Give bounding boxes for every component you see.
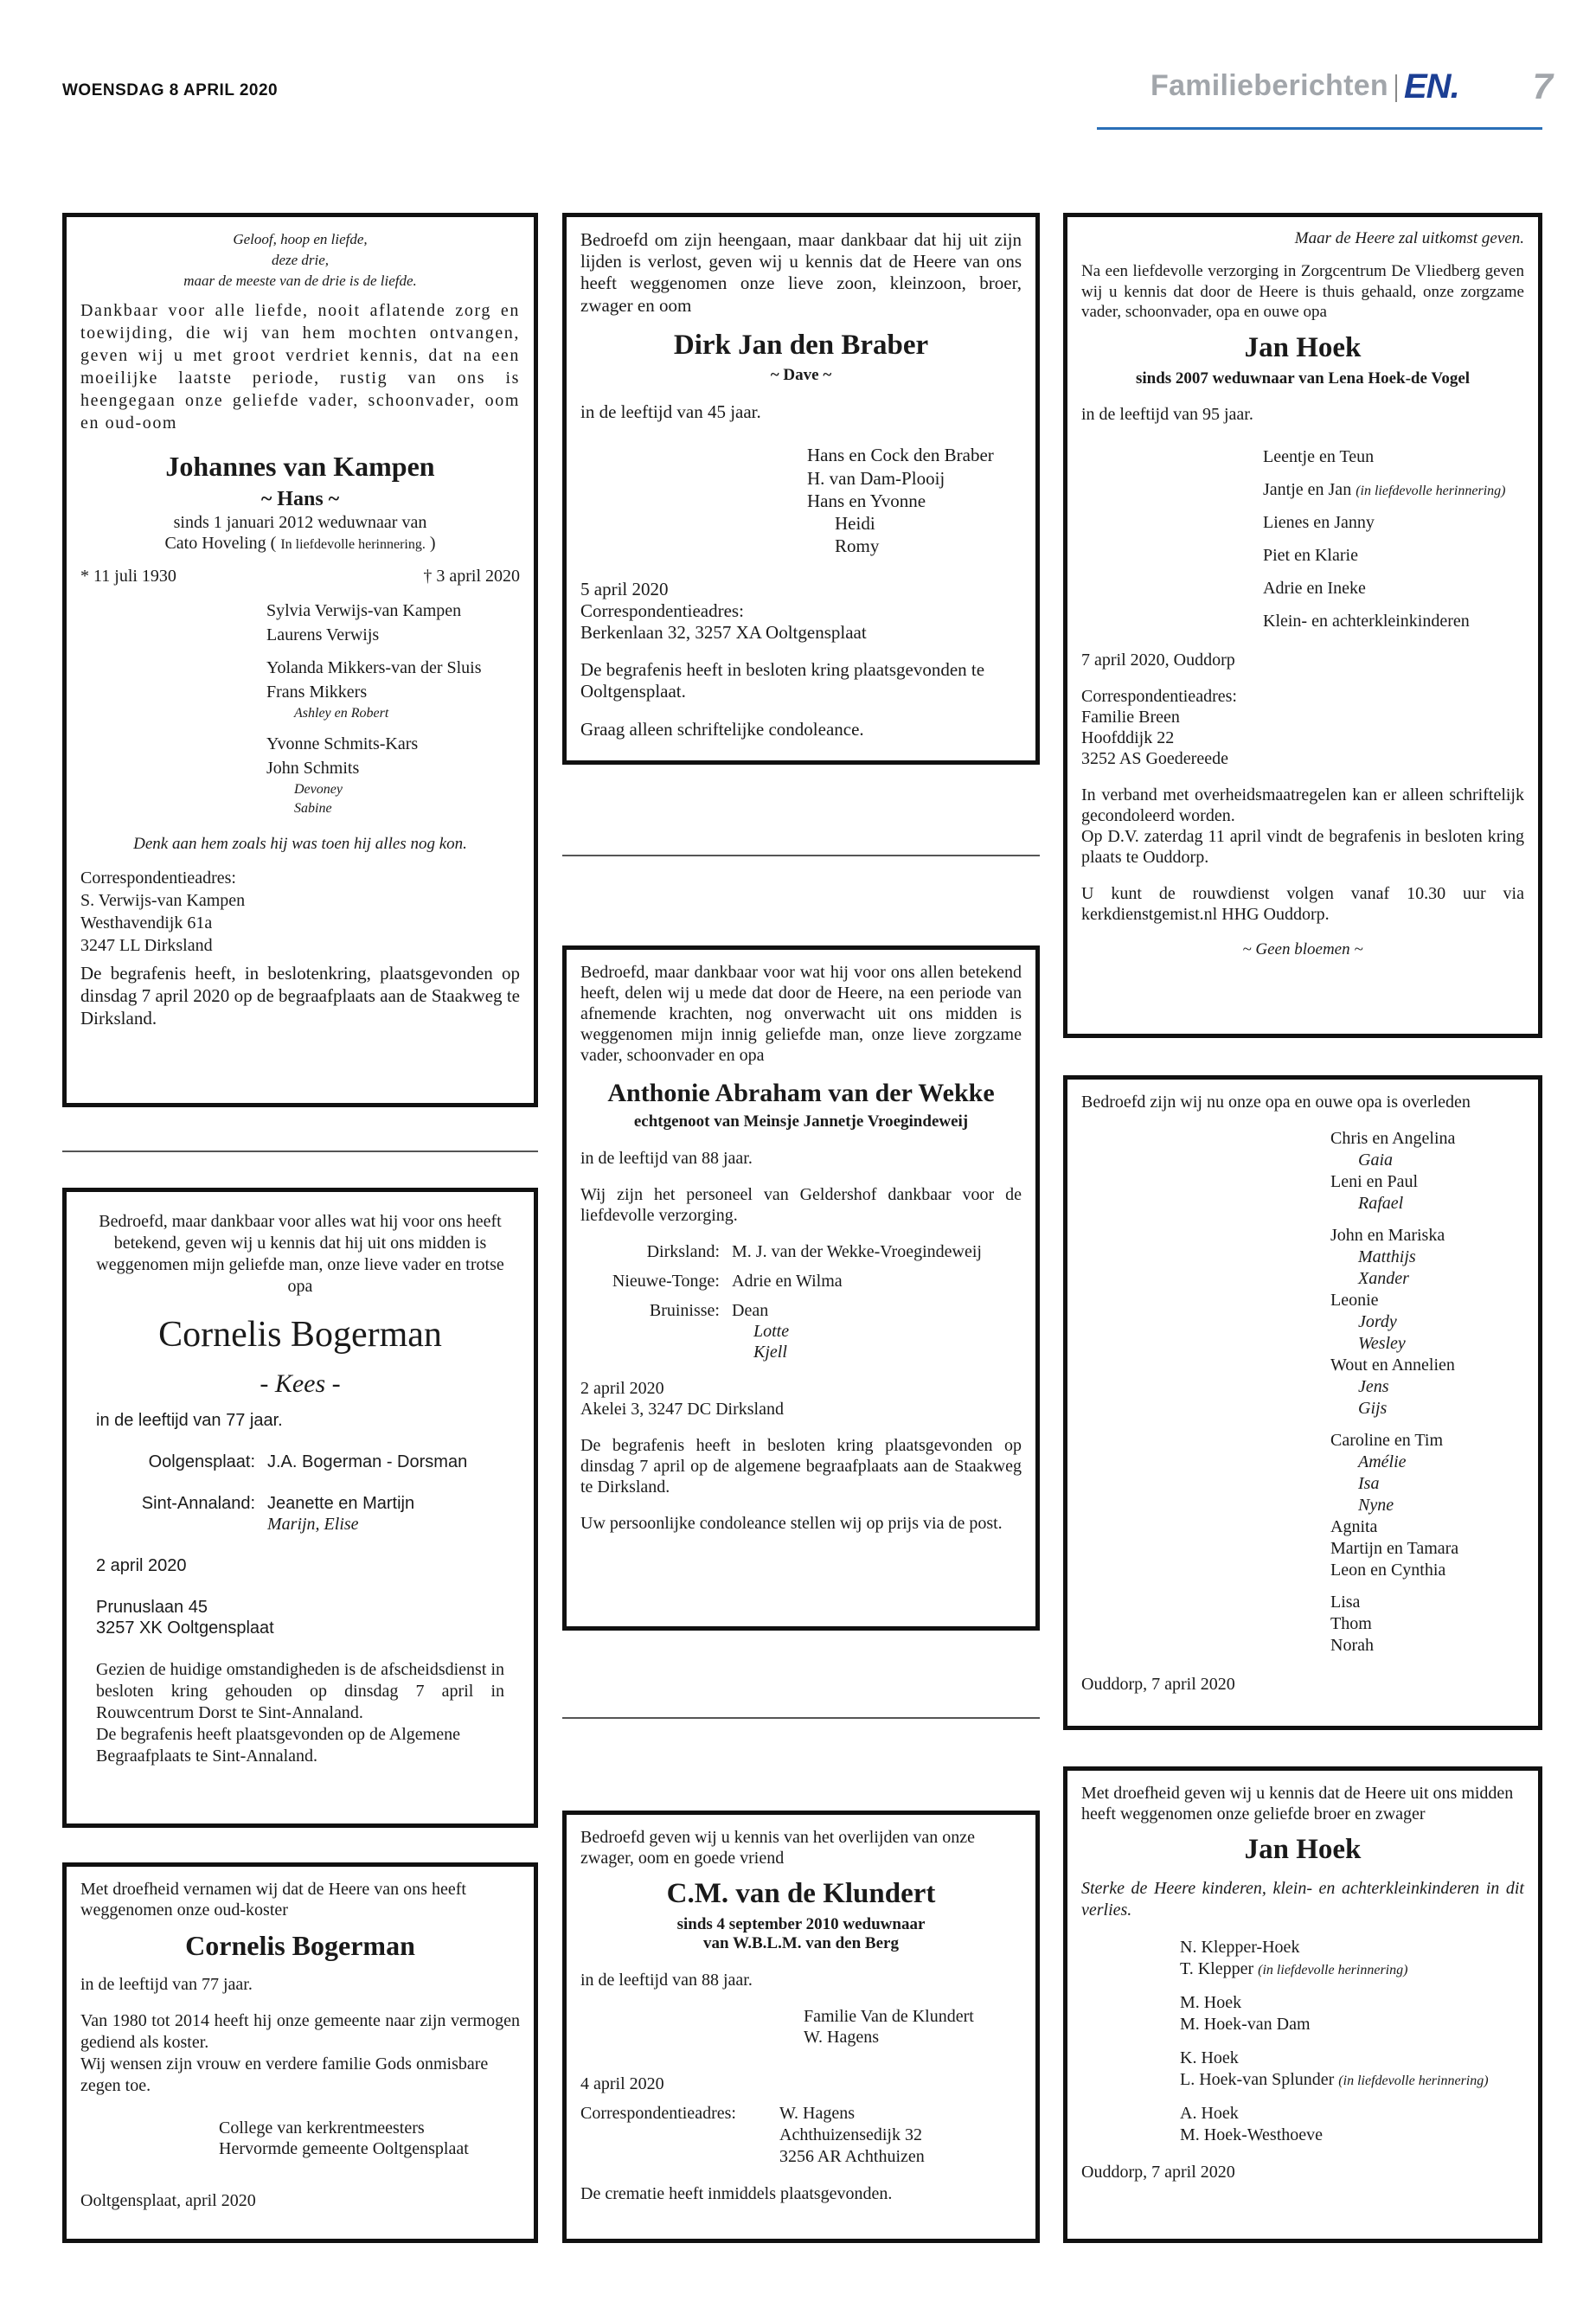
addr-line: 3256 AR Achthuizen (779, 2147, 925, 2167)
header-separator (1395, 74, 1397, 102)
service-note: U kunt de rouwdienst volgen vanaf 10.30 uur via kerkdienstgemist.nl HHG Ouddorp. (1081, 884, 1524, 925)
relative: M. Hoek-van Dam (1180, 2014, 1311, 2034)
widow-line: sinds 4 september 2010 weduwnaar (676, 1914, 926, 1933)
motto: Maar de Heere zal uitkomst geven. (1294, 229, 1524, 247)
grandchild: Gaia (1358, 1150, 1393, 1170)
intro-text: Bedroefd, maar dankbaar voor wat hij voor ons allen betekend heeft, delen wij u mede dat door de Heere, na een periode van afnemende krachten, nog onverwacht uit ons midden is weggenomen mijn innig geliefde man, onze lieve zorgzame vader, schoonvader en opa (580, 963, 1022, 1065)
grandchild: Xander (1358, 1269, 1409, 1288)
relative: Ashley en Robert (294, 705, 389, 721)
family-member: Martijn en Tamara (1330, 1539, 1459, 1558)
grandchildren: Marijn, Elise (267, 1515, 359, 1535)
intro-text: Met droefheid geven wij u kennis dat de Heere uit ons midden heeft weggenomen onze geliefde broer en zwager (1081, 1784, 1514, 1823)
deceased-name: Jan Hoek (1244, 332, 1362, 364)
widow-line-2: van W.B.L.M. van den Berg (703, 1934, 899, 1953)
death-date: † 3 april 2020 (423, 566, 520, 586)
grandchild: Rafael (1358, 1194, 1404, 1213)
relatives (80, 599, 520, 819)
age: in de leeftijd van 77 jaar. (80, 1975, 253, 1995)
relative (1180, 1958, 1524, 1980)
widow-line-2 (80, 533, 520, 554)
corr-line: Familie Breen (1081, 708, 1180, 727)
address-line: Prunuslaan 45 (96, 1598, 208, 1618)
relative: Heidi (835, 513, 875, 535)
correspondence (580, 2103, 1022, 2168)
intro-text: Na een liefdevolle verzorging in Zorgcentrum De Vliedberg geven wij u kennis dat door de Heere is thuis gehaald, onze zorgzame vader, schoonvader, opa en ouwe opa (1081, 261, 1524, 322)
intro-text: Met droefheid vernamen wij dat de Heere van ons heeft weggenomen onze oud-koster (80, 1880, 466, 1920)
date: 2 april 2020 (580, 1378, 664, 1398)
address-line: 3257 XK Ooltgensplaat (96, 1618, 274, 1638)
date: 4 april 2020 (580, 2074, 664, 2094)
grandchild: Amélie (1358, 1452, 1407, 1471)
widow-spouse: Cato Hoveling ( (164, 533, 277, 553)
cremation-note: De crematie heeft inmiddels plaatsgevonden. (580, 2184, 893, 2204)
motto-line: Geloof, hoop en liefde, (233, 231, 368, 247)
spouse-line: echtgenoot van Meinsje Jannetje Vroegindeweij (633, 1112, 969, 1131)
family-place: Oolgensplaat: (148, 1452, 255, 1472)
family-name: Dean (732, 1300, 769, 1320)
relative: M. Hoek (1180, 1992, 1242, 2012)
address: Berkenlaan 32, 3257 XA Ooltgensplaat (580, 621, 867, 643)
place-date: Ouddorp, 7 april 2020 (1081, 1675, 1235, 1694)
place-date: Ooltgensplaat, april 2020 (80, 2191, 256, 2211)
motto-line: maar de meeste van de drie is de liefde. (183, 272, 417, 289)
nickname: - Kees - (260, 1369, 341, 1399)
family-member: Norah (1330, 1636, 1374, 1655)
page-number: 7 (1532, 66, 1553, 106)
relative: Yvonne Schmits-Kars (266, 734, 419, 753)
corr-line: Westhavendijk 61a (80, 913, 213, 933)
deceased-name: C.M. van de Klundert (666, 1878, 936, 1909)
notice-2: De begrafenis heeft plaatsgevonden op de Algemene Begraafplaats te Sint-Annaland. (96, 1725, 460, 1766)
relatives (1081, 440, 1524, 638)
corr-line: Correspondentieadres: (80, 868, 236, 888)
deceased-name: Johannes van Kampen (165, 451, 435, 483)
relative: Frans Mikkers (266, 682, 368, 702)
grandchild: Kjell (753, 1342, 787, 1362)
relative: Lienes en Janny (1263, 513, 1375, 533)
widow-note: In liefdevolle herinnering. (280, 536, 426, 552)
family-place: Sint-Annaland: (141, 1494, 255, 1514)
relative: Romy (835, 535, 880, 557)
condolence-note: Graag alleen schriftelijke condoleance. (580, 718, 864, 740)
relative: Hans en Cock den Braber (807, 445, 994, 466)
family-place: Dirksland: (646, 1241, 720, 1261)
corr-line: 3252 AS Goedereede (1081, 749, 1228, 769)
funeral-note: De begrafenis heeft in besloten kring plaatsgevonden op dinsdag 7 april op de algemene begraafplaats aan de Staakweg te Dirksland. (580, 1435, 1022, 1497)
family-member: Lisa (1330, 1593, 1361, 1612)
age: in de leeftijd van 88 jaar. (580, 1971, 753, 1990)
age: in de leeftijd van 77 jaar. (96, 1411, 283, 1431)
addr-line: W. Hagens (779, 2104, 856, 2124)
deceased-name: Dirk Jan den Braber (673, 329, 929, 361)
corr-line: 3247 LL Dirksland (80, 935, 213, 955)
age: in de leeftijd van 88 jaar. (580, 1148, 753, 1168)
relative: Adrie en Ineke (1263, 579, 1366, 599)
divider (62, 1150, 538, 1152)
correspondence-label: Correspondentieadres: (580, 2104, 736, 2124)
intro-text: Bedroefd geven wij u kennis van het overlijden van onze zwager, oom en goede vriend (580, 1828, 975, 1868)
correspondence (1081, 686, 1524, 769)
relative: Sylvia Verwijs-van Kampen (266, 600, 462, 620)
relative: Sabine (294, 801, 332, 817)
address: Akelei 3, 3247 DC Dirksland (580, 1399, 784, 1419)
intro-text: Bedroefd zijn wij nu onze opa en ouwe opa is overleden (1081, 1093, 1471, 1112)
place-date: Ouddorp, 7 april 2020 (1081, 2162, 1235, 2182)
relative: Leentje en Teun (1263, 447, 1375, 467)
memory-note: (in liefdevolle herinnering) (1356, 484, 1506, 499)
relative: Laurens Verwijs (266, 625, 380, 644)
relative: M. Hoek-Westhoeve (1180, 2125, 1324, 2144)
family-names (267, 1493, 414, 1535)
relative: Familie Van de Klundert (804, 2007, 974, 2027)
correspondence (80, 867, 520, 957)
corr-line: Correspondentieadres: (1081, 687, 1237, 707)
relative-name: Jantje en Jan (1263, 480, 1352, 500)
condolence-note: Uw persoonlijke condoleance stellen wij op prijs via de post. (580, 1513, 1003, 1533)
family-member: Caroline en Tim (1330, 1431, 1444, 1450)
family-row (580, 1300, 1022, 1362)
deceased-name: Cornelis Bogerman (185, 1930, 415, 1961)
date: 2 april 2020 (96, 1556, 187, 1576)
deceased-name: Anthonie Abraham van der Wekke (607, 1079, 995, 1107)
grandchild: Nyne (1358, 1496, 1394, 1515)
relative: Devoney (294, 781, 343, 797)
divider (562, 855, 1040, 856)
widow-line: sinds 1 januari 2012 weduwnaar van (173, 512, 427, 532)
family-place: Nieuwe-Tonge: (612, 1271, 720, 1291)
intro-text: Bedroefd, maar dankbaar voor alles wat hij voor ons heeft betekend, geven wij u kennis dat hij uit ons midden is weggenomen mijn geliefde man, onze lieve vader en trotse opa (96, 1212, 504, 1296)
signature: Hervormde gemeente Ooltgensplaat (219, 2139, 469, 2159)
obituary-grandchildren (1063, 1075, 1542, 1730)
family-place: Bruinisse: (649, 1300, 720, 1320)
correspondence-address (779, 2103, 925, 2168)
memory-note: (in liefdevolle herinnering) (1258, 1962, 1408, 1977)
notice: In verband met overheidsmaatregelen kan er alleen schriftelijk gecondoleerd worden. (1081, 785, 1524, 826)
obituary-jan-hoek (1063, 213, 1542, 1038)
family-names (732, 1300, 789, 1362)
no-flowers: ~ Geen bloemen ~ (1242, 940, 1363, 959)
family-member: Thom (1330, 1614, 1372, 1633)
intro-text: Bedroefd om zijn heengaan, maar dankbaar dat hij uit zijn lijden is verlost, geven wij u kennis dat de Heere van ons heeft weggenomen onze lieve zoon, kleinzoon, broer, zwager en oom (580, 229, 1022, 316)
notice-2: Op D.V. zaterdag 11 april vindt de begrafenis in besloten kring plaats te Ouddorp. (1081, 827, 1524, 868)
family-row (580, 1241, 1022, 1262)
corr-line: Hoofddijk 22 (1081, 728, 1175, 748)
relative: Klein- en achterkleinkinderen (1263, 612, 1470, 631)
obituary-cornelis-bogerman-koster (62, 1862, 538, 2243)
relative (1263, 473, 1524, 506)
corr-line: S. Verwijs-van Kampen (80, 890, 246, 910)
family-member: Chris en Angelina (1330, 1129, 1456, 1148)
birth-date: * 11 juli 1930 (80, 566, 176, 586)
relative: K. Hoek (1180, 2048, 1239, 2067)
obituary-johannes-van-kampen (62, 213, 538, 1107)
grandchild: Gijs (1358, 1399, 1388, 1418)
dates-row (80, 566, 520, 586)
motto: Sterke de Heere kinderen, klein- en achterkleinkinderen in dit verlies. (1081, 1878, 1524, 1920)
date-place: 7 april 2020, Ouddorp (1081, 651, 1235, 670)
family-member: Agnita (1330, 1517, 1378, 1536)
obituary-anthonie-abraham-van-der-wekke (562, 945, 1040, 1631)
section-title: Familieberichten (1151, 69, 1388, 102)
nickname: ~ Dave ~ (770, 366, 832, 385)
relative: H. van Dam-Plooij (807, 467, 945, 489)
grandchild: Lotte (753, 1321, 790, 1341)
intro-text: Dankbaar voor alle liefde, nooit aflatende zorg en toewijding, die wij van hem mochten ontvangen, geven wij u met groot verdriet kennis, dat na een moeilijke laatste periode, rustig van ons is heengegaan onze geliefde vader, schoonvader, oom en oud-oom (80, 301, 520, 433)
header-rule (1097, 127, 1542, 130)
correspondence-label: Correspondentieadres: (580, 599, 744, 621)
relative: Hans en Yvonne (807, 490, 926, 511)
grandchild: Wesley (1358, 1334, 1406, 1353)
relative: W. Hagens (804, 2028, 880, 2048)
family-member: Leon en Cynthia (1330, 1561, 1446, 1580)
funeral-note: De begrafenis heeft, in beslotenkring, plaatsgevonden op dinsdag 7 april 2020 op de begraafplaats aan de Staakweg te Dirksland. (80, 962, 520, 1029)
family-row (580, 1271, 1022, 1292)
grandchild: Jens (1358, 1377, 1389, 1396)
family-names: M. J. van der Wekke-Vroegindeweij (732, 1241, 982, 1261)
signature: College van kerkrentmeesters (219, 2118, 425, 2138)
thanks-text: Wij zijn het personeel van Geldershof dankbaar voor de liefdevolle verzorging. (580, 1184, 1022, 1225)
family-row (96, 1452, 504, 1472)
motto (80, 229, 520, 291)
notice: Gezien de huidige omstandigheden is de afscheidsdienst in besloten kring gehouden op dinsdag 7 april in Rouwcentrum Dorst te Sint-Annaland. (96, 1660, 504, 1723)
deceased-name: Jan Hoek (1244, 1834, 1362, 1865)
age: in de leeftijd van 95 jaar. (1081, 405, 1253, 425)
quote: Denk aan hem zoals hij was toen hij alles nog kon. (133, 834, 467, 853)
memory-note: (in liefdevolle herinnering) (1338, 2073, 1489, 2088)
family-list (1081, 1128, 1524, 1657)
relative-name: T. Klepper (1180, 1958, 1254, 1978)
motto-line: deze drie, (271, 251, 330, 268)
age: in de leeftijd van 45 jaar. (580, 401, 761, 423)
divider (562, 1717, 1040, 1719)
publication-date: WOENSDAG 8 APRIL 2020 (62, 81, 279, 99)
body-text-2: Wij wensen zijn vrouw en verdere familie Gods onmisbare zegen toe. (80, 2054, 489, 2096)
relative-name: L. Hoek-van Splunder (1180, 2069, 1335, 2089)
family-names-1: Jeanette en Martijn (267, 1494, 415, 1514)
relatives (580, 444, 1022, 557)
family-member: John en Mariska (1330, 1226, 1445, 1245)
obituary-jan-hoek-broer (1063, 1766, 1542, 2243)
deceased-name: Cornelis Bogerman (158, 1315, 442, 1355)
relative: Yolanda Mikkers-van der Sluis (266, 657, 482, 677)
family-names: Adrie en Wilma (732, 1271, 843, 1291)
grandchild: Matthijs (1358, 1247, 1416, 1266)
addr-line: Achthuizensedijk 32 (779, 2125, 922, 2145)
relative: N. Klepper-Hoek (1180, 1937, 1300, 1957)
nickname: ~ Hans ~ (260, 487, 340, 510)
funeral-note: De begrafenis heeft in besloten kring plaatsgevonden te Ooltgensplaat. (580, 659, 985, 702)
family-row (96, 1493, 504, 1535)
grandchild: Jordy (1358, 1312, 1397, 1331)
relative: John Schmits (266, 758, 360, 778)
family-member: Leonie (1330, 1291, 1379, 1310)
relative: Piet en Klarie (1263, 546, 1358, 566)
family-member: Leni en Paul (1330, 1172, 1419, 1191)
obituary-cornelis-bogerman (62, 1188, 538, 1828)
family-names: J.A. Bogerman - Dorsman (267, 1452, 468, 1472)
relatives (1081, 1937, 1524, 2146)
relative (1180, 2069, 1524, 2091)
relative: A. Hoek (1180, 2103, 1239, 2123)
obituary-dirk-jan-den-braber (562, 213, 1040, 765)
widow-line: sinds 2007 weduwnaar van Lena Hoek-de Vogel (1135, 369, 1471, 388)
family-member: Wout en Annelien (1330, 1356, 1455, 1375)
widow-close: ) (429, 533, 436, 553)
grandchild: Isa (1358, 1474, 1380, 1493)
body-text: Van 1980 tot 2014 heeft hij onze gemeente naar zijn vermogen gediend als koster. (80, 2011, 520, 2053)
obituary-cm-van-de-klundert (562, 1811, 1040, 2243)
en-logo: EN. (1404, 67, 1459, 106)
date: 5 april 2020 (580, 578, 669, 599)
